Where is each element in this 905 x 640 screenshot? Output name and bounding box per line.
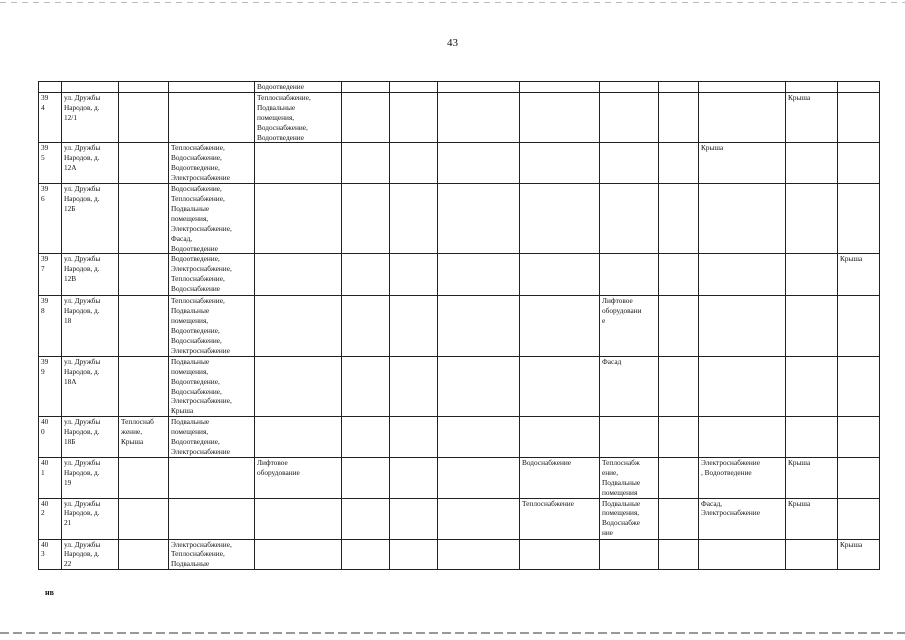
cell-work — [600, 254, 659, 296]
table-row — [39, 498, 880, 539]
cell — [342, 82, 390, 93]
cell-work — [342, 498, 390, 539]
cell-work — [520, 184, 600, 254]
table-row — [39, 457, 880, 498]
cell-work — [390, 296, 438, 356]
cell-work — [390, 539, 438, 570]
cell — [786, 82, 838, 93]
cell-work: Теплоснабжение, Водоснабжение, Водоотведение, Электроснабжение — [169, 143, 255, 184]
cell-work — [659, 254, 699, 296]
cell-work — [438, 356, 520, 416]
cell-work — [786, 417, 838, 458]
cell-work — [699, 92, 786, 143]
cell — [169, 82, 255, 93]
cell-number: 39 9 — [39, 356, 62, 416]
cell-work: Крыша — [786, 92, 838, 143]
cell-work — [342, 92, 390, 143]
cell-work — [786, 184, 838, 254]
cell-work — [390, 498, 438, 539]
cell-work — [600, 417, 659, 458]
cell-work — [699, 184, 786, 254]
cell-work — [699, 356, 786, 416]
cell — [600, 82, 659, 93]
cell-work — [119, 184, 169, 254]
cell-address: ул. Дружбы Народов, д. 12Б — [62, 184, 119, 254]
cell-work — [169, 457, 255, 498]
cell — [390, 82, 438, 93]
cell-work — [699, 539, 786, 570]
table-row-continuation — [39, 82, 880, 93]
cell-number: 39 8 — [39, 296, 62, 356]
cell — [659, 82, 699, 93]
cell-work — [699, 296, 786, 356]
cell-work — [659, 417, 699, 458]
cell-work — [342, 184, 390, 254]
cell-work — [838, 356, 880, 416]
cell-work — [438, 184, 520, 254]
cell-work — [255, 417, 342, 458]
cell-work — [255, 356, 342, 416]
cell-work — [119, 457, 169, 498]
table-row — [39, 184, 880, 254]
cell-work — [342, 356, 390, 416]
cell-work — [659, 457, 699, 498]
cell-work — [600, 184, 659, 254]
cell-work — [659, 296, 699, 356]
cell-work — [342, 296, 390, 356]
table-row — [39, 417, 880, 458]
cell-work: Крыша — [838, 539, 880, 570]
cell-work — [119, 498, 169, 539]
cell — [119, 82, 169, 93]
cell-work — [255, 539, 342, 570]
cell-work — [520, 296, 600, 356]
cell-work — [119, 143, 169, 184]
cell-number: 40 1 — [39, 457, 62, 498]
cell — [838, 82, 880, 93]
cell-work — [342, 254, 390, 296]
cell-work — [169, 92, 255, 143]
cell-work: Теплоснаб жение, Крыша — [119, 417, 169, 458]
cell-address: ул. Дружбы Народов, д. 18А — [62, 356, 119, 416]
cell-address: ул. Дружбы Народов, д. 21 — [62, 498, 119, 539]
cell-work: Лифтовое оборудовани е — [600, 296, 659, 356]
cell-work: Электроснабжение , Водоотведение — [699, 457, 786, 498]
cell-work — [119, 254, 169, 296]
cell-work — [699, 254, 786, 296]
cell-work — [390, 92, 438, 143]
cell-work — [438, 143, 520, 184]
table-row — [39, 296, 880, 356]
cell-address: ул. Дружбы Народов, д. 12А — [62, 143, 119, 184]
table-row — [39, 356, 880, 416]
cell-work — [699, 417, 786, 458]
cell-work — [438, 92, 520, 143]
table-row — [39, 92, 880, 143]
cell-work — [520, 143, 600, 184]
cell-work-type: Водоотведение — [255, 82, 342, 93]
cell-work — [438, 417, 520, 458]
cell-work — [255, 143, 342, 184]
cell-work: Лифтовое оборудование — [255, 457, 342, 498]
cell-address: ул. Дружбы Народов, д. 19 — [62, 457, 119, 498]
cell-work — [838, 184, 880, 254]
cell-address: ул. Дружбы Народов, д. 18 — [62, 296, 119, 356]
cell-work: Подвальные помещения, Водоснабже ние — [600, 498, 659, 539]
cell-work: Крыша — [786, 498, 838, 539]
cell-work: Теплоснабжение, Подвальные помещения, Водоотведение, Водоснабжение, Электроснабжение — [169, 296, 255, 356]
cell-work: Водоотведение, Электроснабжение, Теплоснабжение, Водоснабжение — [169, 254, 255, 296]
cell-work — [659, 92, 699, 143]
cell-work — [520, 92, 600, 143]
scan-edge-bottom — [0, 632, 905, 634]
cell-work — [255, 296, 342, 356]
cell-work — [786, 356, 838, 416]
cell-work — [520, 417, 600, 458]
cell-work — [838, 296, 880, 356]
cell-number: 39 6 — [39, 184, 62, 254]
cell-number: 39 5 — [39, 143, 62, 184]
cell-work: Подвальные помещения, Водоотведение, Электроснабжение — [169, 417, 255, 458]
cell — [438, 82, 520, 93]
cell-work — [786, 143, 838, 184]
cell-work — [390, 184, 438, 254]
cell-work: Крыша — [699, 143, 786, 184]
cell-work — [390, 143, 438, 184]
cell-work — [169, 498, 255, 539]
cell-work — [119, 92, 169, 143]
cell-work — [390, 254, 438, 296]
cell-work — [659, 539, 699, 570]
table-row — [39, 143, 880, 184]
cell-work — [119, 539, 169, 570]
cell-work: Крыша — [786, 457, 838, 498]
cell-number: 39 4 — [39, 92, 62, 143]
cell-work — [342, 457, 390, 498]
cell-work — [119, 356, 169, 416]
cell-number: 40 0 — [39, 417, 62, 458]
table-body — [39, 82, 880, 570]
cell — [699, 82, 786, 93]
cell-work — [838, 457, 880, 498]
cell-work — [520, 356, 600, 416]
cell-work — [255, 184, 342, 254]
cell-work — [659, 498, 699, 539]
cell-work — [390, 417, 438, 458]
cell-work — [342, 143, 390, 184]
cell — [39, 82, 62, 93]
scan-edge-top — [0, 2, 905, 3]
cell — [62, 82, 119, 93]
cell-work: Фасад — [600, 356, 659, 416]
cell-work — [438, 296, 520, 356]
cell-work — [438, 498, 520, 539]
cell-work — [438, 539, 520, 570]
cell-work — [520, 539, 600, 570]
cell-work: Теплоснабжение, Подвальные помещения, Водоснабжение, Водоотведение — [255, 92, 342, 143]
cell-work: Крыша — [838, 254, 880, 296]
cell-work — [600, 92, 659, 143]
cell-address: ул. Дружбы Народов, д. 22 — [62, 539, 119, 570]
cell-work — [838, 498, 880, 539]
cell-work — [786, 296, 838, 356]
cell-work — [838, 417, 880, 458]
cell-work: Водоснабжение — [520, 457, 600, 498]
cell-work: Электроснабжение, Теплоснабжение, Подвальные — [169, 539, 255, 570]
cell-work — [438, 254, 520, 296]
housing-repair-table — [38, 81, 880, 570]
cell-work — [119, 296, 169, 356]
cell-work — [659, 143, 699, 184]
cell-number: 40 2 — [39, 498, 62, 539]
page-number: 43 — [447, 37, 458, 49]
cell-work — [659, 356, 699, 416]
cell-work — [838, 92, 880, 143]
cell-work — [659, 184, 699, 254]
cell-work — [600, 539, 659, 570]
table-row — [39, 254, 880, 296]
cell-number: 39 7 — [39, 254, 62, 296]
cell-work — [255, 498, 342, 539]
cell-work: Подвальные помещения, Водоотведение, Водоснабжение, Электроснабжение, Крыша — [169, 356, 255, 416]
cell-work — [342, 539, 390, 570]
table-row — [39, 539, 880, 570]
cell-work — [438, 457, 520, 498]
cell-work — [255, 254, 342, 296]
cell-number: 40 3 — [39, 539, 62, 570]
cell-work — [520, 254, 600, 296]
cell-work: Водоснабжение, Теплоснабжение, Подвальные помещения, Электроснабжение, Фасад, Водоотведение — [169, 184, 255, 254]
cell-work — [600, 143, 659, 184]
cell-work — [342, 417, 390, 458]
cell-work: Теплоснабжение — [520, 498, 600, 539]
cell-work — [786, 254, 838, 296]
cell — [520, 82, 600, 93]
footer-mark: нв — [45, 588, 54, 597]
cell-address: ул. Дружбы Народов, д. 18Б — [62, 417, 119, 458]
cell-work: Теплоснабж ение, Подвальные помещения — [600, 457, 659, 498]
cell-address: ул. Дружбы Народов, д. 12/1 — [62, 92, 119, 143]
cell-address: ул. Дружбы Народов, д. 12В — [62, 254, 119, 296]
cell-work: Фасад, Электроснабжение — [699, 498, 786, 539]
cell-work — [390, 457, 438, 498]
cell-work — [786, 539, 838, 570]
cell-work — [838, 143, 880, 184]
cell-work — [390, 356, 438, 416]
